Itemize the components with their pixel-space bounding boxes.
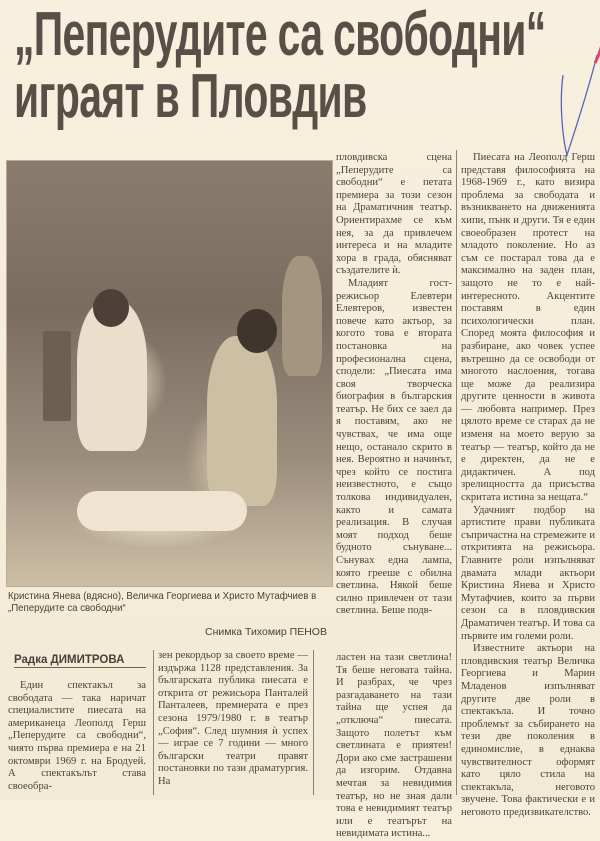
column-c-bottom <box>318 652 452 841</box>
actor-figure-background <box>282 256 322 376</box>
paragraph: ластен на тази светлина! Тя беше неговата тайна. И разбрах, че чрез разгадаването на тази тайна ще успея да „отключа“ пиесата. Защото полетът към светлината е приятен! Дори ако сме застрашени да изгорим. Отдавна мечтая за невидимия театър, но не зная дали това е невидимият театър или е театърът на невидимата истина... <box>336 652 452 840</box>
stage-photo <box>6 160 333 587</box>
headline-line-1: „Пеперудите са свободни“ <box>14 0 546 69</box>
column-divider <box>313 650 314 795</box>
headline-line-2: играят в Пловдив <box>14 62 367 131</box>
photo-caption: Кристина Янева (вдясно), Величка Георгиева и Христо Мутафчиев в „Пеперудите са свободни“ <box>8 590 317 614</box>
column-divider <box>153 650 154 795</box>
column-c <box>336 152 452 618</box>
column-a <box>8 680 146 793</box>
paragraph: Пиесата на Леополд Герш представя философията на 1968-1969 г., като визира проблема за свободата и възникването на движенията хипи, пънк и други. Тя е един своеобразен протест на младото поколение. Но аз съм се постарал това да е максимално на заден план, защото не то е най-интересното. Акцентите поставям в един психологически план. Според моята философия и разбиране, ако човек успее вътрешно да се освободи от многото наслоения, тогава ще може да реализира другите ценности в живота — любовта например. През цялото време се старах да не изменя на моето верую за театър — театър, който да не е директен, да не е дидактичен. А под зрелищността да присъства скритата истина за нещата.“ <box>461 152 595 504</box>
paragraph: зен рекордьор за своето време — издържа 1128 представления. За българската публика пиесата е открита от режисьора Панталей Панталеев, премиерата е през сезона 1979/1980 г. в театър „София“. След шумния ѝ успех — играе се 7 години — много български театри правят постановки по тази драматургия. На <box>158 650 308 787</box>
column-divider <box>456 150 457 795</box>
paragraph: Един спектакъл за свободата — така наричат специалистите пиесата на американеца Леополд Герш „Пеперудите са свободни“, чиято първа премиера е на 21 октомври 1969 г. на Бродуей. А спектакълът става своеобра- <box>8 680 146 792</box>
photo-credit: Снимка Тихомир ПЕНОВ <box>205 626 327 638</box>
actor-figure-center-hair <box>237 309 277 353</box>
handwritten-check-mark-icon <box>545 25 600 165</box>
paragraph: Младият гост-режисьор Елевтери Елевтеров, известен повече като актьор, за когото това е втората постановка на професионална сцена, сподели: „Пиесата има своя творческа биография в българския театър. Не бих се заел да я поставям, ако не чувствах, че има още нещо, останало скрито в нея. Вероятно и начинът, чрез който се постига неизвестното, е също толкова индивидуален, както и самата реализация. В случая моят подход беше будното сънуване... Сънувах една лампа, която грееше с обилна светлина. Някой беше силно привлечен от тази светлина. Беше подв- <box>336 277 452 617</box>
article-headline <box>14 0 546 131</box>
actor-figure-center <box>207 336 277 506</box>
column-d <box>461 152 595 819</box>
door-frame <box>43 331 71 421</box>
paragraph: пловдивска сцена „Пеперудите са свободни“ е петата премиера за този сезон на Драматичния театър. Ориентирахме се към нея, за да привлечем интереса и на младите хора в града, обясняват създателите ѝ. <box>336 152 452 277</box>
column-b <box>158 650 308 789</box>
paragraph: Известните актьори на пловдивския театър Величка Георгиева и Марин Младенов изпълняват другите две роли в спектакъла. И точно проблемът за събирането на тези две поколения в единомислие, в еднаква чувствителност оформят като цяло стила на спектакъла, неговото звучене. Това фактически е и неговото предизвикателство. <box>461 643 595 818</box>
paragraph: Удачният подбор на артистите прави публиката съпричастна на стремежите и откритията на режисьора. Главните роли изпълняват двамата млади актьори Кристина Янева и Христо Мутафчиев, които за първи сезон са в пловдивския Драматичен театър. И това са първите им големи роли. <box>461 504 595 642</box>
actor-figure-left-hair <box>93 289 129 327</box>
actor-legs <box>77 491 247 531</box>
author-byline: Радка ДИМИТРОВА <box>14 654 146 668</box>
